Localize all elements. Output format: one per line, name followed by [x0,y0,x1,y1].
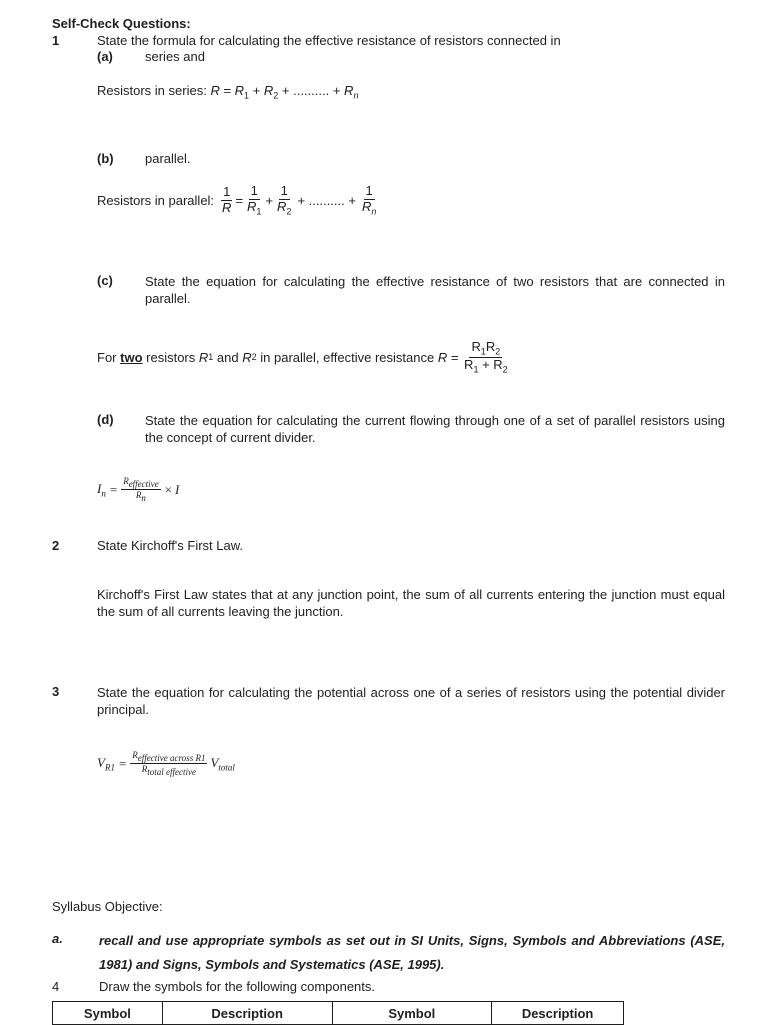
potential-divider-formula: $V_{R1}$ = $\frac{R_{effective across R1}}{R_{total effective}}$ $V_{total}$ [97,750,235,777]
series-prefix: Resistors in series: [97,83,207,98]
q1b-label: (b) [97,151,114,166]
question-1-number: 1 [52,33,60,48]
q1d-label: (d) [97,412,114,427]
two-mid: resistors [146,349,196,365]
two-resistor-formula: For two resistors R 1 and R 2 in parallel, effective resistance R = $\frac{R_1R_2}{R_1 + R_2}$ [97,339,508,375]
question-3-text: State the equation for calculating the potential across one of a series of resistors using the potential divider principal. [97,685,725,717]
question-2-answer: Kirchoff's First Law states that at any junction point, the sum of all currents entering the junction must equal the sum of all currents leaving the junction. [97,587,725,619]
page-heading: Self-Check Questions: [52,16,191,31]
col-symbol-1: Symbol [53,1002,163,1025]
q1c-text: State the equation for calculating the effective resistance of two resistors that are connected in parallel. [145,274,725,306]
col-description-1: Description [162,1002,332,1025]
parallel-formula: Resistors in parallel: $\frac{1}{R}$ = $\frac{1}{R_1}$ + $\frac{1}{R_2}$ + .......... + $\frac{1}{R_n}$ [97,183,377,217]
q1a-text: series and [145,49,205,64]
col-description-2: Description [492,1002,624,1025]
two-and: and [216,349,239,365]
q1c-label: (c) [97,273,113,288]
q1a-label: (a) [97,49,113,64]
parallel-frac-rn: $\frac{1}{R_n}$ [361,183,377,217]
parallel-frac-r1: $\frac{1}{R_1}$ [247,183,262,217]
q1b-text: parallel. [145,151,191,166]
col-symbol-2: Symbol [332,1002,492,1025]
question-4-number: 4 [52,979,60,994]
series-formula: Resistors in series: $R = R_1 + R_2$ + .......... + $R_n$ [97,83,359,101]
question-1-text: State the formula for calculating the effective resistance of resistors connected in [97,33,561,48]
two-post: in parallel, effective resistance [260,349,435,365]
syllabus-a-label: a. [52,931,63,946]
symbols-table [52,1001,624,1025]
syllabus-a-text: recall and use appropriate symbols as set out in SI Units, Signs, Symbols and Abbreviations (ASE, 1981) and Signs, Symbols and Systematics (ASE, 1995). [99,933,725,972]
question-3-number: 3 [52,684,60,699]
question-2-text: State Kirchoff's First Law. [97,538,244,553]
parallel-frac-r2: $\frac{1}{R_2}$ [277,183,292,217]
two-word: two [120,349,143,365]
question-4-text: Draw the symbols for the following components. [99,979,376,994]
current-divider-formula: $I_n$ = $\frac{R_{effective}}{R_n}$ × I [97,476,180,503]
question-2-number: 2 [52,538,60,553]
syllabus-title: Syllabus Objective: [52,899,163,914]
parallel-prefix: Resistors in parallel: [97,192,215,208]
q1d-text: State the equation for calculating the current flowing through one of a set of parallel resistors using the concept of current divider. [145,413,725,445]
two-resistor-fraction: $\frac{R_1R_2}{R_1 + R_2}$ [464,339,508,375]
two-pre: For [97,349,117,365]
series-equation: R [210,83,220,98]
parallel-frac-r: $\frac{1}{R}$ [222,184,232,215]
